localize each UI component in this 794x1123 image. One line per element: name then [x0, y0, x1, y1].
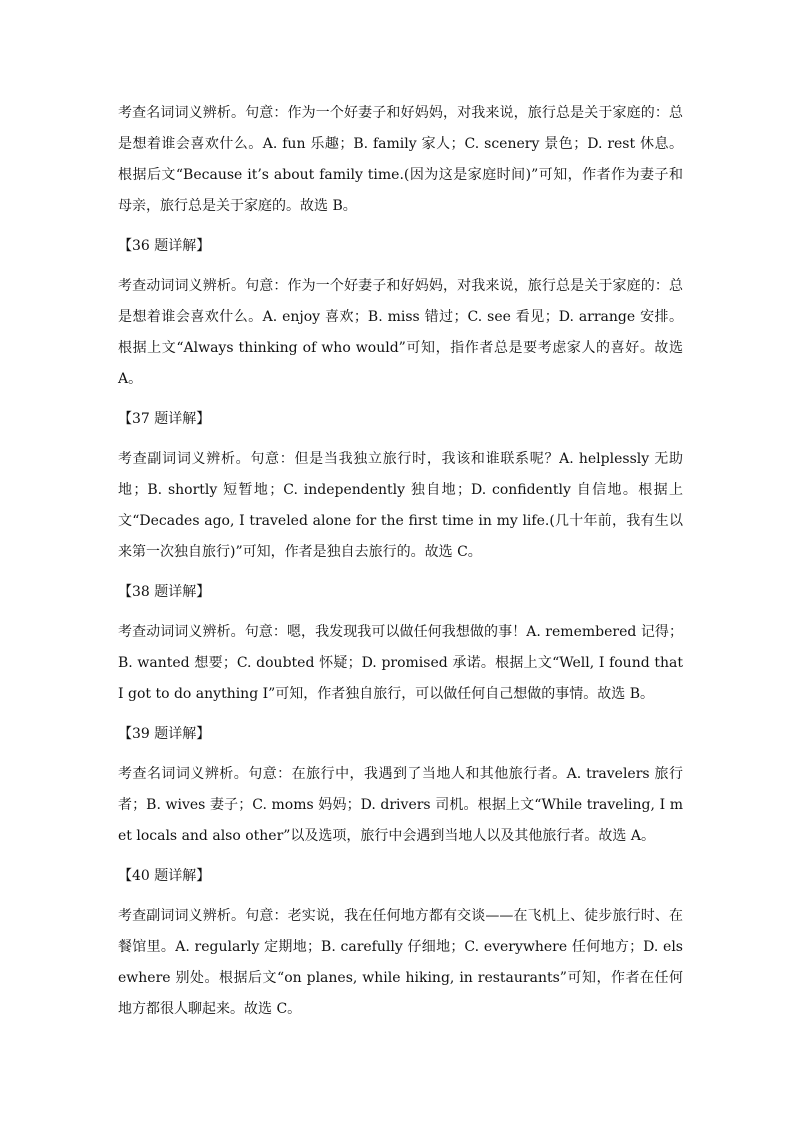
document-page: [118, 98, 683, 1034]
paragraph-36-explanation: 考查动词词义辨析。句意：作为一个好妻子和好妈妈，对我来说，旅行总是关于家庭的：总是想着谁会喜欢什么。A. enjoy 喜欢；B. miss 错过；C. see 看见；D. arrange 安排。根据上文“Always thinking of who would”可知，指作者总是要考虑家人的喜好。故选 A。: [118, 278, 683, 387]
heading-question-40: 【40 题详解】: [118, 868, 211, 884]
paragraph-40-explanation: 考查副词词义辨析。句意：老实说，我在任何地方都有交谈——在飞机上、徒步旅行时、在餐馆里。A. regularly 定期地；B. carefully 仔细地；C. everywhere 任何地方；D. elsewhere 别处。根据后文“on planes, while hiking, in restaurants”可知，作者在任何地方都很人聊起来。故选 C。: [118, 908, 683, 1017]
paragraph-35-explanation: 考查名词词义辨析。句意：作为一个好妻子和好妈妈，对我来说，旅行总是关于家庭的：总是想着谁会喜欢什么。A. fun 乐趣；B. family 家人；C. scenery 景色；D. rest 休息。根据后文“Because it’s about family time.(因为这是家庭时间)”可知，作者作为妻子和母亲，旅行总是关于家庭的。故选 B。: [118, 105, 683, 214]
paragraph-39-explanation: 考查名词词义辨析。句意：在旅行中，我遇到了当地人和其他旅行者。A. travelers 旅行者；B. wives 妻子；C. moms 妈妈；D. drivers 司机。根据上文“While traveling, I met locals and also other”以及选项，旅行中会遇到当地人以及其他旅行者。故选 A。: [118, 766, 683, 844]
heading-question-39: 【39 题详解】: [118, 726, 211, 742]
heading-question-36: 【36 题详解】: [118, 238, 211, 254]
paragraph-37-explanation: 考查副词词义辨析。句意：但是当我独立旅行时，我该和谁联系呢？A. helplessly 无助地；B. shortly 短暂地；C. independently 独自地；D. confidently 自信地。根据上文“Decades ago, I traveled alone for the first time in my life.(几十年前，我有生以来第一次独自旅行)”可知，作者是独自去旅行的。故选 C。: [118, 451, 683, 560]
heading-question-37: 【37 题详解】: [118, 411, 211, 427]
paragraph-38-explanation: 考查动词词义辨析。句意：嗯，我发现我可以做任何我想做的事！A. remembered 记得；B. wanted 想要；C. doubted 怀疑；D. promised 承诺。根据上文“Well, I found that I got to do anything I”可知，作者独自旅行，可以做任何自己想做的事情。故选 B。: [118, 624, 683, 702]
heading-question-38: 【38 题详解】: [118, 584, 211, 600]
